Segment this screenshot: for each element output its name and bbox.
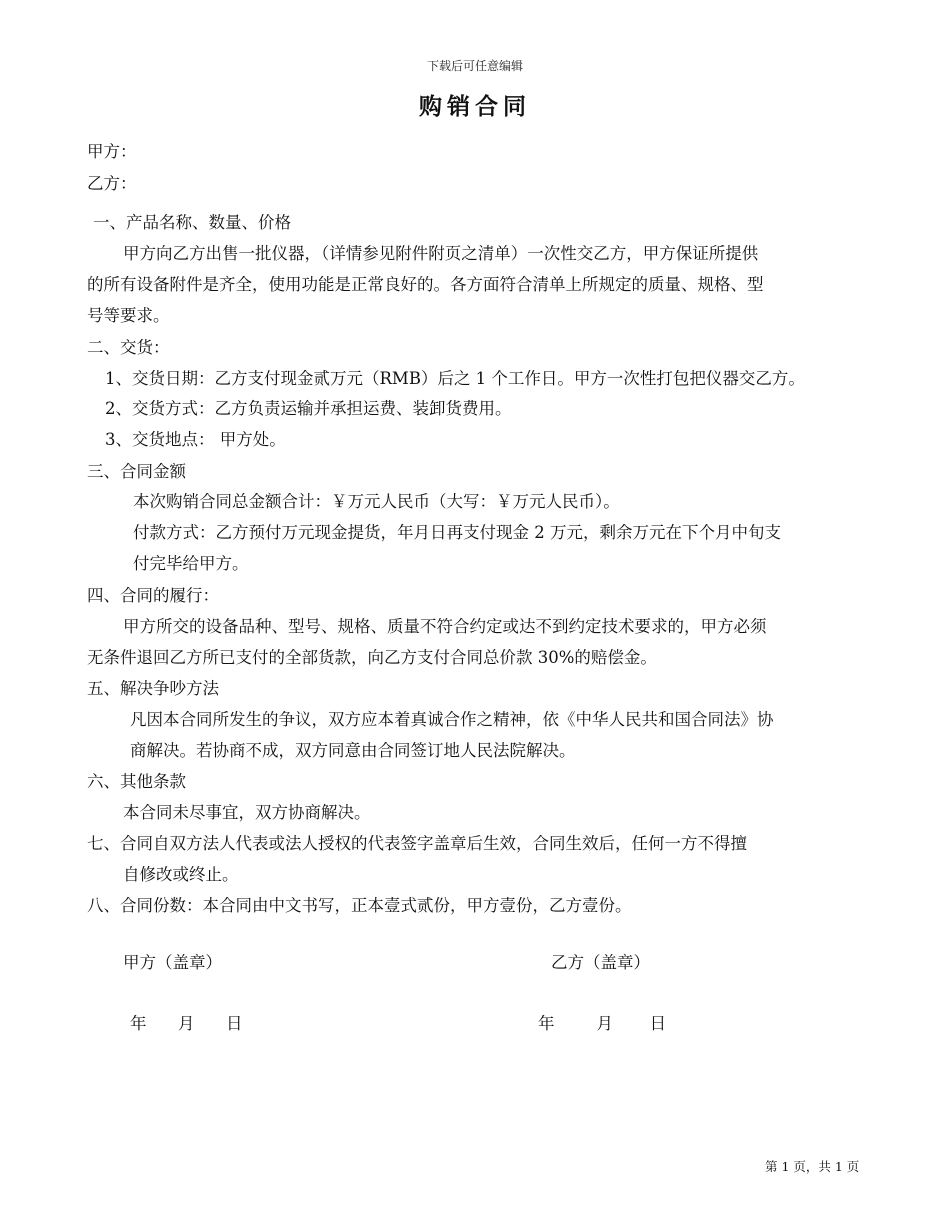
paragraph-line: 商解决。若协商不成，双方同意由合同签订地人民法院解决。	[130, 741, 576, 760]
paragraph-line: 凡因本合同所发生的争议，双方应本着真诚合作之精神，依《中华人民共和国合同法》协	[130, 710, 774, 729]
section-heading: 二、交货：	[87, 338, 170, 357]
list-item: 1、交货日期：乙方支付现金贰万元（RMB）后之 1 个工作日。甲方一次性打包把仪器交乙方。	[105, 369, 805, 388]
paragraph-line: 本合同未尽事宜，双方协商解决。	[123, 803, 371, 822]
paragraph-line: 自修改或终止。	[123, 865, 239, 884]
section-heading: 五、解决争吵方法	[87, 679, 219, 698]
paragraph-line: 甲方向乙方出售一批仪器，（详情参见附件附页之清单）一次性交乙方，甲方保证所提供	[123, 244, 759, 263]
paragraph-line: 七、合同自双方法人代表或法人授权的代表签字盖章后生效，合同生效后，任何一方不得擅	[87, 834, 747, 853]
party-a-label: 甲方：	[87, 142, 137, 161]
party-a-seal-label: 甲方（盖章）	[123, 953, 222, 972]
party-b-date: 年 月 日	[538, 1014, 667, 1033]
section-heading: 四、合同的履行：	[87, 586, 219, 605]
party-a-date: 年 月 日	[130, 1014, 243, 1033]
document-title: 购销合同	[419, 93, 531, 120]
paragraph-line: 的所有设备附件是齐全，使用功能是正常良好的。各方面符合清单上所规定的质量、规格、型	[87, 275, 764, 294]
party-b-label: 乙方：	[87, 174, 137, 193]
section-heading: 三、合同金额	[87, 462, 186, 481]
page-number: 第 1 页，共 1 页	[765, 1159, 860, 1174]
paragraph-line: 付款方式：乙方预付万元现金提货，年月日再支付现金 2 万元，剩余万元在下个月中旬支	[133, 523, 781, 542]
paragraph-line: 甲方所交的设备品种、型号、规格、质量不符合约定或达不到约定技术要求的，甲方必须	[123, 617, 767, 636]
paragraph-line: 付完毕给甲方。	[133, 554, 249, 573]
section-heading: 六、其他条款	[87, 772, 186, 791]
paragraph-line: 本次购销合同总金额合计：￥万元人民币（大写：￥万元人民币）。	[133, 492, 620, 511]
header-note: 下载后可任意编辑	[426, 59, 523, 73]
section-copies: 八、合同份数：本合同由中文书写，正本壹式贰份，甲方壹份，乙方壹份。	[87, 896, 632, 915]
list-item: 2、交货方式：乙方负责运输并承担运费、装卸货费用。	[105, 399, 512, 418]
party-b-seal-label: 乙方（盖章）	[551, 953, 650, 972]
paragraph-line: 无条件退回乙方所已支付的全部货款，向乙方支付合同总价款 30%的赔偿金。	[87, 648, 657, 667]
paragraph-line: 号等要求。	[87, 306, 170, 325]
list-item: 3、交货地点： 甲方处。	[105, 430, 286, 449]
section-heading: 一、产品名称、数量、价格	[93, 213, 291, 232]
